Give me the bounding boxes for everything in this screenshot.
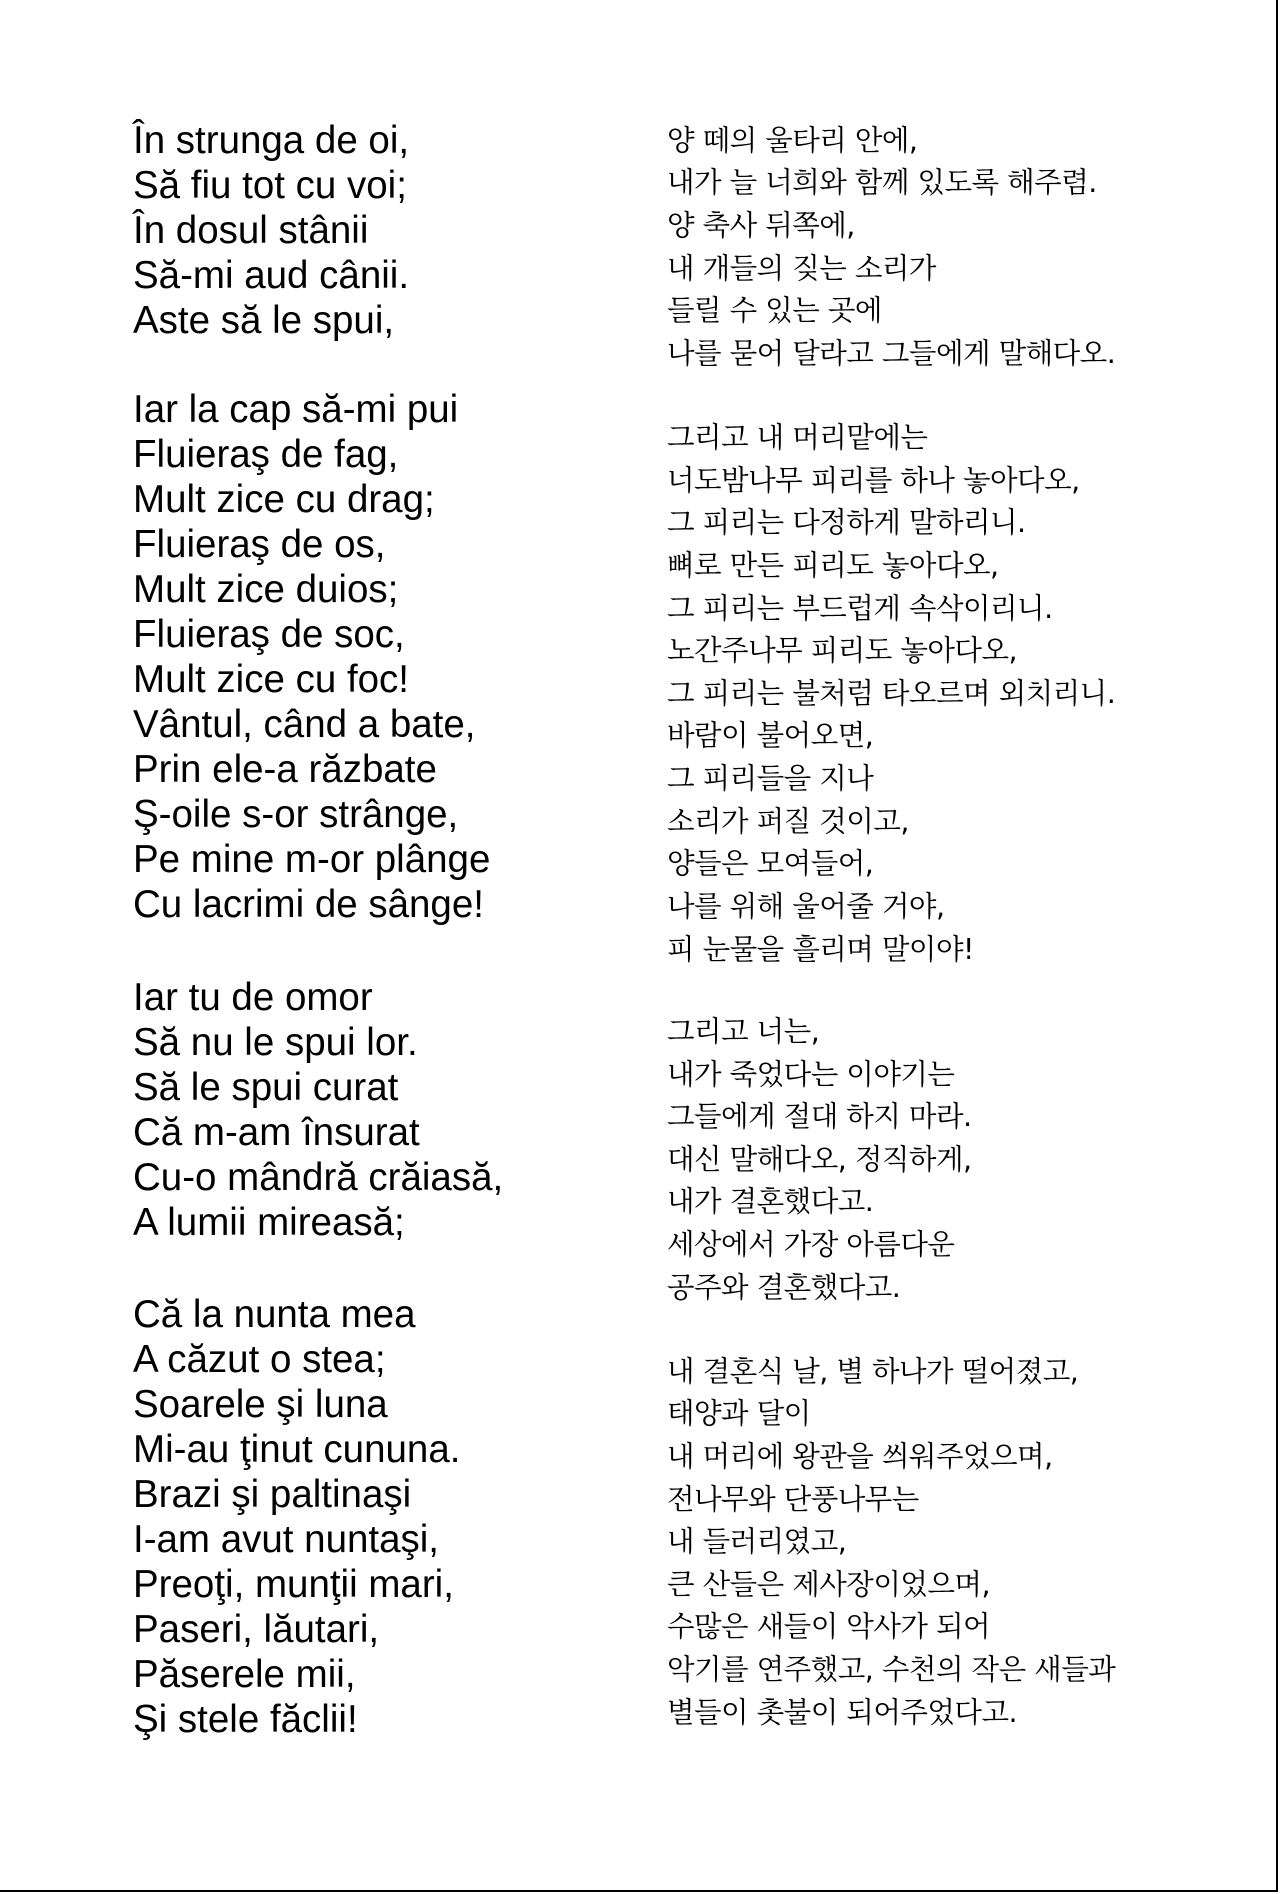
- romanian-line: Să-mi aud cânii.: [133, 254, 410, 297]
- romanian-line: Că m-am însurat: [133, 1111, 420, 1154]
- korean-line: 그 피리는 다정하게 말하리니.: [667, 506, 1026, 539]
- korean-line: 피 눈물을 흘리며 말이야!: [667, 933, 974, 966]
- romanian-line: Pe mine m-or plânge: [133, 838, 491, 881]
- romanian-line: I-am avut nuntaşi,: [133, 1518, 440, 1561]
- romanian-line: Vântul, când a bate,: [133, 703, 476, 746]
- korean-line: 공주와 결혼했다고.: [667, 1271, 901, 1304]
- romanian-line: Fluieraş de os,: [133, 523, 386, 566]
- romanian-line: Iar tu de omor: [133, 976, 373, 1019]
- romanian-line: Brazi şi paltinaşi: [133, 1473, 412, 1516]
- romanian-line: Prin ele-a răzbate: [133, 748, 437, 791]
- romanian-line: În dosul stânii: [133, 209, 369, 252]
- korean-line: 악기를 연주했고, 수천의 작은 새들과: [667, 1653, 1116, 1686]
- korean-line: 너도밤나무 피리를 하나 놓아다오,: [667, 464, 1080, 497]
- korean-line: 그 피리는 불처럼 타오르며 외치리니.: [667, 677, 1116, 710]
- romanian-line: Paseri, lăutari,: [133, 1608, 380, 1651]
- romanian-line: Preoţi, munţii mari,: [133, 1563, 454, 1606]
- korean-line: 내가 결혼했다고.: [667, 1185, 874, 1218]
- romanian-line: A căzut o stea;: [133, 1338, 386, 1381]
- korean-line: 노간주나무 피리도 놓아다오,: [667, 634, 1018, 667]
- korean-line: 내 결혼식 날, 별 하나가 떨어졌고,: [667, 1355, 1079, 1388]
- korean-line: 그리고 너는,: [667, 1015, 820, 1048]
- romanian-line: Păserele mii,: [133, 1653, 356, 1696]
- korean-line: 내가 늘 너희와 함께 있도록 해주렴.: [667, 166, 1097, 199]
- korean-line: 내가 죽었다는 이야기는: [667, 1058, 955, 1091]
- romanian-line: Iar la cap să-mi pui: [133, 388, 459, 431]
- korean-line: 태양과 달이: [667, 1397, 811, 1430]
- korean-line: 전나무와 단풍나무는: [667, 1483, 919, 1516]
- korean-line: 들릴 수 있는 곳에: [667, 294, 882, 327]
- romanian-line: Aste să le spui,: [133, 299, 395, 342]
- korean-line: 그들에게 절대 하지 마라.: [667, 1100, 972, 1133]
- romanian-line: Şi stele făclii!: [133, 1698, 358, 1741]
- romanian-line: În strunga de oi,: [133, 119, 410, 162]
- romanian-line: Soarele şi luna: [133, 1383, 388, 1426]
- korean-line: 내 머리에 왕관을 씌워주었으며,: [667, 1440, 1053, 1473]
- korean-line: 바람이 불어오면,: [667, 719, 874, 752]
- korean-line: 소리가 퍼질 것이고,: [667, 805, 909, 838]
- romanian-line: Cu-o mândră crăiasă,: [133, 1156, 504, 1199]
- korean-line: 수많은 새들이 악사가 되어: [667, 1610, 991, 1643]
- korean-line: 나를 묻어 달라고 그들에게 말해다오.: [667, 337, 1116, 370]
- romanian-line: Să fiu tot cu voi;: [133, 164, 407, 207]
- romanian-line: Mult zice cu foc!: [133, 658, 410, 701]
- korean-line: 양 축사 뒤쪽에,: [667, 209, 855, 242]
- romanian-line: Să le spui curat: [133, 1066, 399, 1109]
- korean-line: 나를 위해 울어줄 거야,: [667, 890, 945, 923]
- romanian-line: Mult zice duios;: [133, 568, 399, 611]
- korean-line: 양 떼의 울타리 안에,: [667, 124, 918, 157]
- romanian-line: Să nu le spui lor.: [133, 1021, 418, 1064]
- romanian-line: A lumii mireasă;: [133, 1201, 405, 1244]
- korean-line: 그 피리는 부드럽게 속삭이리니.: [667, 592, 1053, 625]
- korean-line: 그 피리들을 지나: [667, 762, 874, 795]
- korean-line: 세상에서 가장 아름다운: [667, 1228, 955, 1261]
- romanian-line: Mi-au ţinut cununa.: [133, 1428, 461, 1471]
- korean-line: 그리고 내 머리맡에는: [667, 421, 928, 454]
- romanian-line: Mult zice cu drag;: [133, 478, 435, 521]
- romanian-line: Ş-oile s-or strânge,: [133, 793, 459, 836]
- romanian-line: Fluieraş de fag,: [133, 433, 399, 476]
- korean-line: 내 개들의 짖는 소리가: [667, 252, 936, 285]
- korean-line: 큰 산들은 제사장이었으며,: [667, 1568, 991, 1601]
- romanian-line: Cu lacrimi de sânge!: [133, 883, 484, 926]
- korean-line: 뼈로 만든 피리도 놓아다오,: [667, 549, 999, 582]
- korean-line: 대신 말해다오, 정직하게,: [667, 1143, 972, 1176]
- korean-line: 별들이 촛불이 되어주었다고.: [667, 1696, 1018, 1729]
- romanian-line: Fluieraş de soc,: [133, 613, 405, 656]
- romanian-line: Că la nunta mea: [133, 1293, 416, 1336]
- korean-line: 양들은 모여들어,: [667, 847, 874, 880]
- korean-line: 내 들러리였고,: [667, 1525, 847, 1558]
